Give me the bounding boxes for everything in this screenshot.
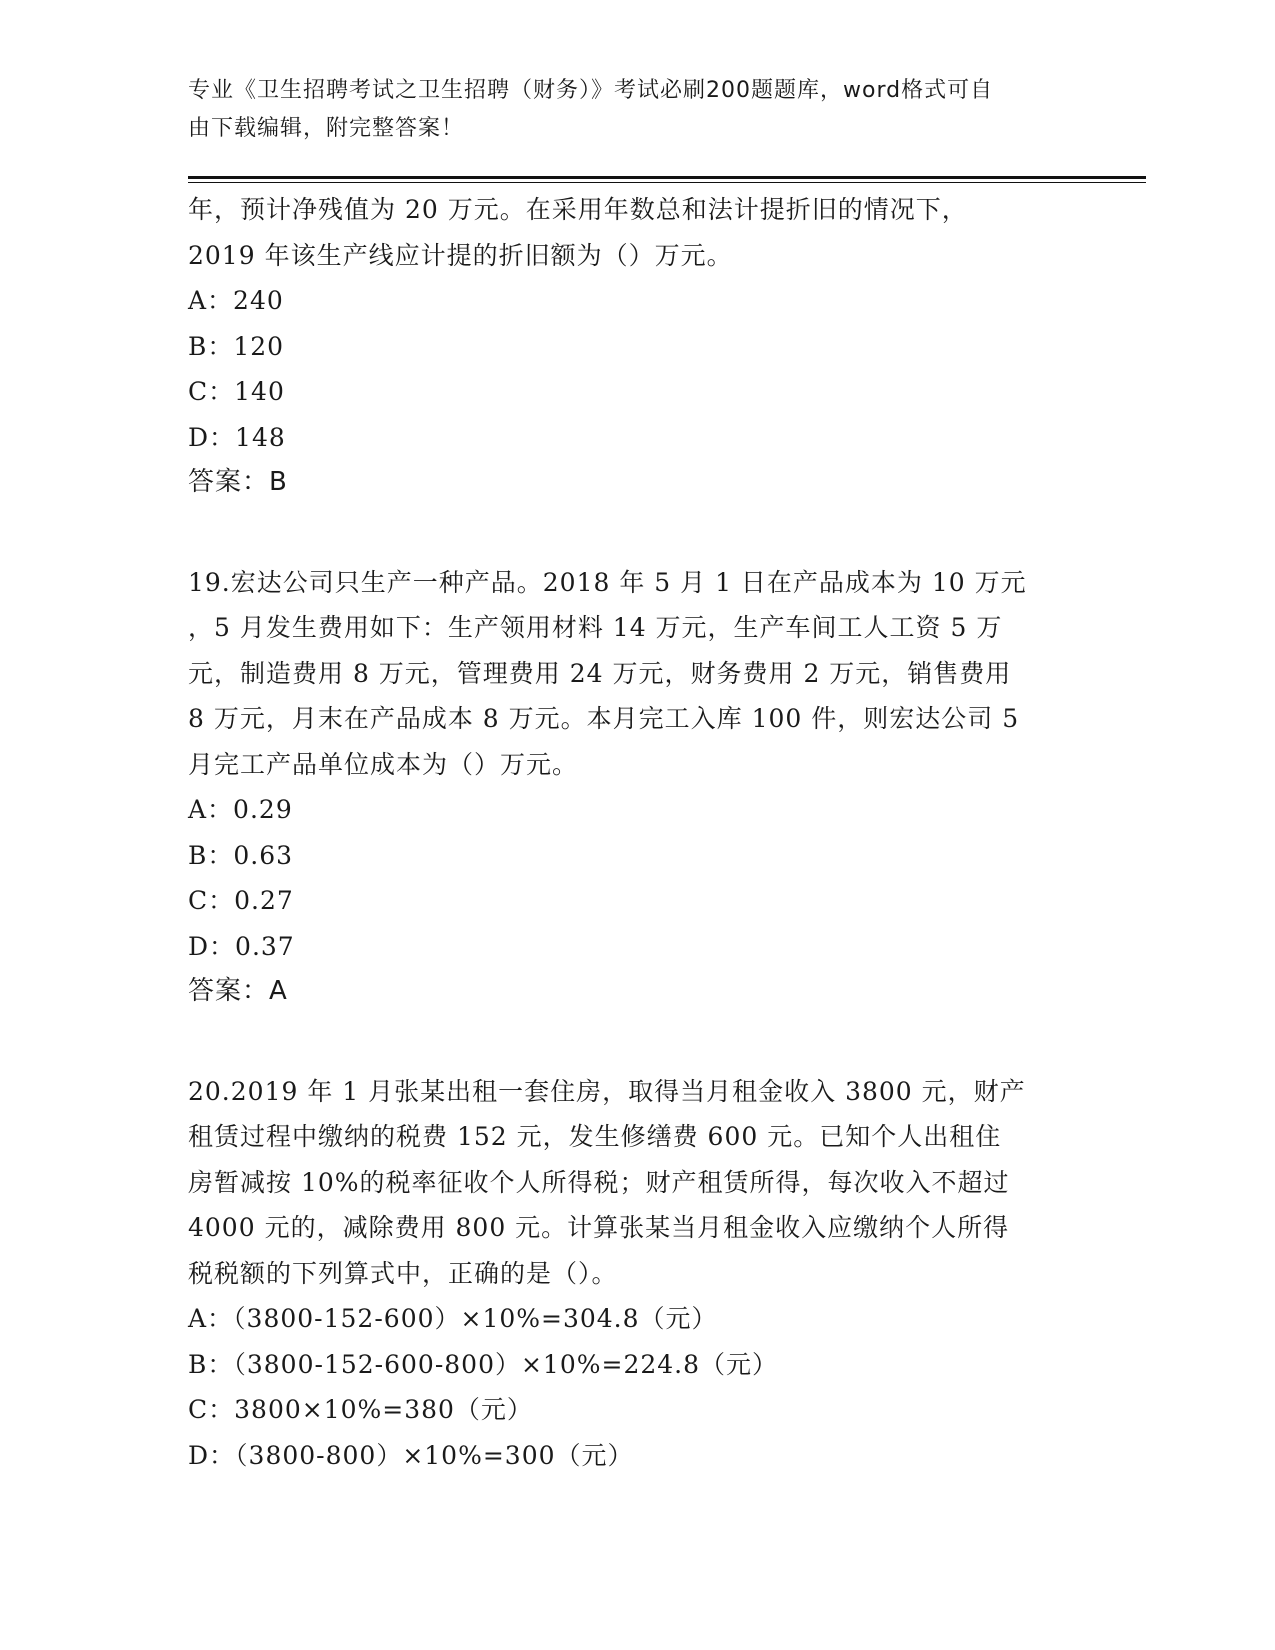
option-c: C：3800×10%=380（元） (188, 1395, 533, 1424)
question-stem-line: 19.宏达公司只生产一种产品。2018 年 5 月 1 日在产品成本为 10 万元 (188, 567, 1027, 597)
option-c: C：0.27 (188, 886, 294, 915)
header-rule-thin (188, 182, 1146, 183)
spacer (188, 1015, 1088, 1069)
question-stem-line: 房暂减按 10%的税率征收个人所得税；财产租赁所得，每次收入不超过 (188, 1167, 1010, 1197)
option-b: B：0.63 (188, 840, 294, 870)
option-d: D：148 (188, 422, 286, 452)
option-a: A：（3800-152-600）×10%=304.8（元） (188, 1304, 718, 1333)
option-d: D：0.37 (188, 931, 295, 961)
question-stem-line: 月完工产品单位成本为（）万元。 (188, 749, 579, 779)
question-18 (188, 187, 1088, 506)
page-header (188, 72, 1068, 148)
question-stem-line: 租赁过程中缴纳的税费 152 元，发生修缮费 600 元。已知个人出租住 (188, 1122, 1002, 1151)
question-stem-line: 4000 元的，减除费用 800 元。计算张某当月租金收入应缴纳个人所得 (188, 1213, 1010, 1242)
question-20 (188, 1069, 1088, 1479)
question-stem-line: ，5 月发生费用如下：生产领用材料 14 万元，生产车间工人工资 5 万 (188, 613, 1003, 642)
question-stem-line: 2019 年该生产线应计提的折旧额为（）万元。 (188, 240, 733, 270)
question-stem-line: 20.2019 年 1 月张某出租一套住房，取得当月租金收入 3800 元，财产 (188, 1076, 1026, 1106)
option-a: A：240 (188, 286, 284, 315)
question-stem-line: 税税额的下列算式中，正确的是（）。 (188, 1258, 618, 1288)
answer-label: 答案：A (188, 976, 288, 1006)
question-19 (188, 560, 1088, 1015)
option-b: B：（3800-152-600-800）×10%=224.8（元） (188, 1349, 779, 1379)
question-stem-line: 年，预计净残值为 20 万元。在采用年数总和法计提折旧的情况下， (188, 195, 968, 224)
option-b: B：120 (188, 331, 285, 361)
page-content (188, 187, 1088, 1478)
question-stem-line: 8 万元，月末在产品成本 8 万元。本月完工入库 100 件，则宏达公司 5 (188, 704, 1020, 733)
option-d: D：（3800-800）×10%=300（元） (188, 1440, 634, 1470)
option-c: C：140 (188, 377, 285, 406)
spacer (188, 506, 1088, 560)
option-a: A：0.29 (188, 795, 293, 824)
question-stem-line: 元，制造费用 8 万元，管理费用 24 万元，财务费用 2 万元，销售费用 (188, 658, 1012, 688)
header-rule-thick (188, 176, 1146, 179)
answer-label: 答案：B (188, 467, 288, 497)
header-line-2: 由下载编辑，附完整答案！ (188, 116, 465, 141)
header-line-1: 专业《卫生招聘考试之卫生招聘（财务）》考试必刷200题题库，word格式可自 (188, 78, 994, 103)
